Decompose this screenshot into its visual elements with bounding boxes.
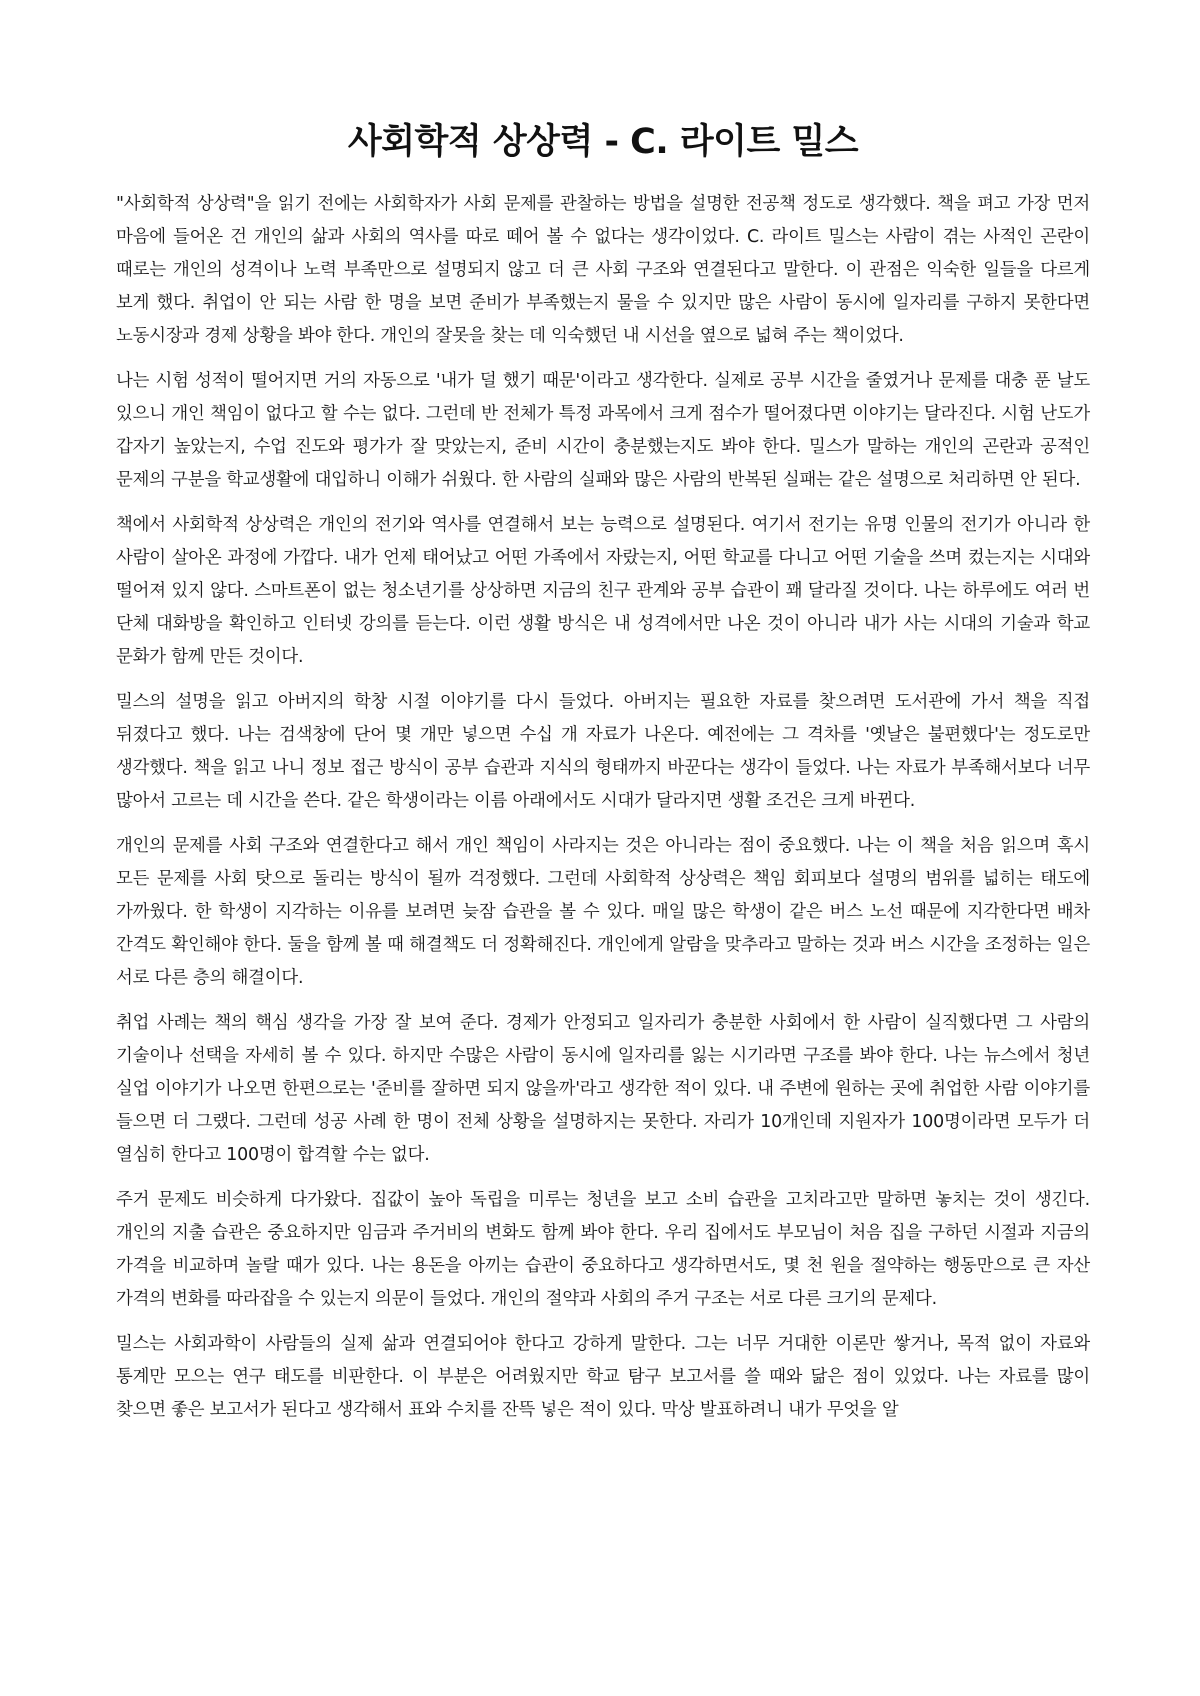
paragraph: "사회학적 상상력"을 읽기 전에는 사회학자가 사회 문제를 관찰하는 방법을 설명한 전공책 정도로 생각했다. 책을 펴고 가장 먼저 마음에 들어온 건 개인의 삶과 사회의 역사를 따로 떼어 볼 수 없다는 생각이었다. C. 라이트 밀스는 사람이 겪는 사적인 곤란이 때로는 개인의 성격이나 노력 부족만으로 설명되지 않고 더 큰 사회 구조와 연결된다고 말한다. 이 관점은 익숙한 일들을 다르게 보게 했다. 취업이 안 되는 사람 한 명을 보면 준비가 부족했는지 물을 수 있지만 많은 사람이 동시에 일자리를 구하지 못한다면 노동시장과 경제 상황을 봐야 한다. 개인의 잘못을 찾는 데 익숙했던 내 시선을 옆으로 넓혀 주는 책이었다. — [116, 194, 1090, 346]
paragraph: 개인의 문제를 사회 구조와 연결한다고 해서 개인 책임이 사라지는 것은 아니라는 점이 중요했다. 나는 이 책을 처음 읽으며 혹시 모든 문제를 사회 탓으로 돌리는 방식이 될까 걱정했다. 그런데 사회학적 상상력은 책임 회피보다 설명의 범위를 넓히는 태도에 가까웠다. 한 학생이 지각하는 이유를 보려면 늦잠 습관을 볼 수 있다. 매일 많은 학생이 같은 버스 노선 때문에 지각한다면 배차 간격도 확인해야 한다. 둘을 함께 볼 때 해결책도 더 정확해진다. 개인에게 알람을 맞추라고 말하는 것과 버스 시간을 조정하는 일은 서로 다른 층의 해결이다. — [116, 836, 1090, 988]
paragraph: 책에서 사회학적 상상력은 개인의 전기와 역사를 연결해서 보는 능력으로 설명된다. 여기서 전기는 유명 인물의 전기가 아니라 한 사람이 살아온 과정에 가깝다. 내가 언제 태어났고 어떤 가족에서 자랐는지, 어떤 학교를 다니고 어떤 기술을 쓰며 컸는지는 시대와 떨어져 있지 않다. 스마트폰이 없는 청소년기를 상상하면 지금의 친구 관계와 공부 습관이 꽤 달라질 것이다. 나는 하루에도 여러 번 단체 대화방을 확인하고 인터넷 강의를 듣는다. 이런 생활 방식은 내 성격에서만 나온 것이 아니라 내가 사는 시대의 기술과 학교 문화가 함께 만든 것이다. — [116, 515, 1090, 667]
paragraph: 취업 사례는 책의 핵심 생각을 가장 잘 보여 준다. 경제가 안정되고 일자리가 충분한 사회에서 한 사람이 실직했다면 그 사람의 기술이나 선택을 자세히 볼 수 있다. 하지만 수많은 사람이 동시에 일자리를 잃는 시기라면 구조를 봐야 한다. 나는 뉴스에서 청년 실업 이야기가 나오면 한편으로는 '준비를 잘하면 되지 않을까'라고 생각한 적이 있다. 내 주변에 원하는 곳에 취업한 사람 이야기를 들으면 더 그랬다. 그런데 성공 사례 한 명이 전체 상황을 설명하지는 못한다. 자리가 10개인데 지원자가 100명이라면 모두가 더 열심히 한다고 100명이 합격할 수는 없다. — [116, 1013, 1090, 1165]
paragraph: 밀스의 설명을 읽고 아버지의 학창 시절 이야기를 다시 들었다. 아버지는 필요한 자료를 찾으려면 도서관에 가서 책을 직접 뒤졌다고 했다. 나는 검색창에 단어 몇 개만 넣으면 수십 개 자료가 나온다. 예전에는 그 격차를 '옛날은 불편했다'는 정도로만 생각했다. 책을 읽고 나니 정보 접근 방식이 공부 습관과 지식의 형태까지 바꾼다는 생각이 들었다. 나는 자료가 부족해서보다 너무 많아서 고르는 데 시간을 쓴다. 같은 학생이라는 이름 아래에서도 시대가 달라지면 생활 조건은 크게 바뀐다. — [116, 692, 1090, 811]
paragraph: 나는 시험 성적이 떨어지면 거의 자동으로 '내가 덜 했기 때문'이라고 생각한다. 실제로 공부 시간을 줄였거나 문제를 대충 푼 날도 있으니 개인 책임이 없다고 할 수는 없다. 그런데 반 전체가 특정 과목에서 크게 점수가 떨어졌다면 이야기는 달라진다. 시험 난도가 갑자기 높았는지, 수업 진도와 평가가 잘 맞았는지, 준비 시간이 충분했는지도 봐야 한다. 밀스가 말하는 개인의 곤란과 공적인 문제의 구분을 학교생활에 대입하니 이해가 쉬웠다. 한 사람의 실패와 많은 사람의 반복된 실패는 같은 설명으로 처리하면 안 된다. — [116, 371, 1090, 490]
paragraph: 주거 문제도 비슷하게 다가왔다. 집값이 높아 독립을 미루는 청년을 보고 소비 습관을 고치라고만 말하면 놓치는 것이 생긴다. 개인의 지출 습관은 중요하지만 임금과 주거비의 변화도 함께 봐야 한다. 우리 집에서도 부모님이 처음 집을 구하던 시절과 지금의 가격을 비교하며 놀랄 때가 있다. 나는 용돈을 아끼는 습관이 중요하다고 생각하면서도, 몇 천 원을 절약하는 행동만으로 큰 자산 가격의 변화를 따라잡을 수 있는지 의문이 들었다. 개인의 절약과 사회의 주거 구조는 서로 다른 크기의 문제다. — [116, 1190, 1090, 1309]
document-body — [116, 188, 1090, 1427]
paragraph: 밀스는 사회과학이 사람들의 실제 삶과 연결되어야 한다고 강하게 말한다. 그는 너무 거대한 이론만 쌓거나, 목적 없이 자료와 통계만 모으는 연구 태도를 비판한다. 이 부분은 어려웠지만 학교 탐구 보고서를 쓸 때와 닮은 점이 있었다. 나는 자료를 많이 찾으면 좋은 보고서가 된다고 생각해서 표와 수치를 잔뜩 넣은 적이 있다. 막상 발표하려니 내가 무엇을 알 — [116, 1334, 1090, 1420]
document-title: 사회학적 상상력 - C. 라이트 밀스 — [347, 122, 859, 162]
